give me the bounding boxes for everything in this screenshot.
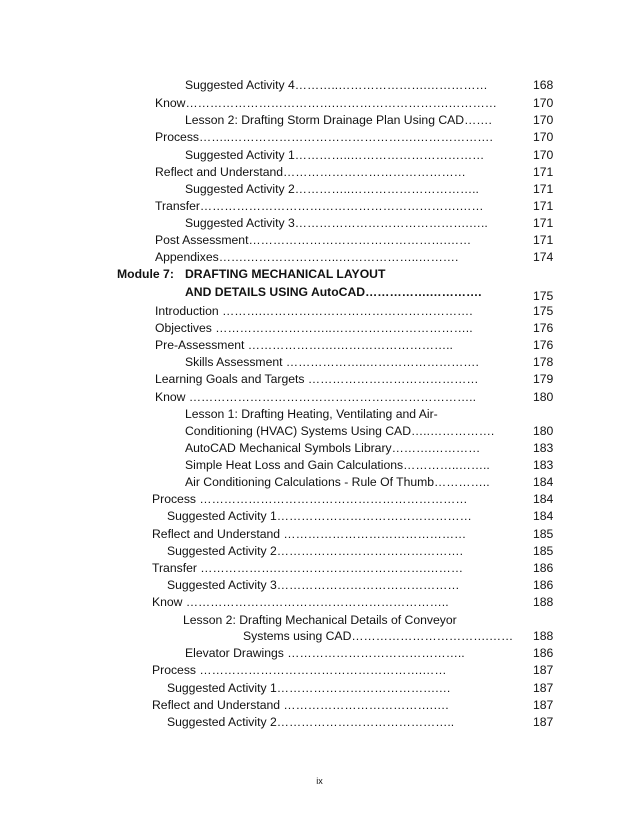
toc-entry-text: AutoCAD Mechanical Symbols Library……….………… xyxy=(185,441,481,455)
toc-entry-text: Process……..……………………………………….………………. xyxy=(155,130,493,144)
toc-page-number: 174 xyxy=(533,250,554,264)
toc-entry-text: Lesson 1: Drafting Heating, Ventilating and Air- xyxy=(185,407,438,421)
toc-entry[interactable] xyxy=(152,594,525,610)
toc-page-number: 183 xyxy=(533,441,554,455)
toc-entry-text: Learning Goals and Targets …………………………………… xyxy=(155,372,479,386)
module-title: DRAFTING MECHANICAL LAYOUT xyxy=(185,267,386,281)
toc-entry[interactable] xyxy=(155,232,525,248)
toc-entry[interactable] xyxy=(185,147,525,163)
toc-entry[interactable] xyxy=(152,697,525,713)
toc-entry-text: Suggested Activity 3……………………………………… xyxy=(167,578,460,592)
toc-entry[interactable] xyxy=(167,508,525,524)
toc-page-number: 171 xyxy=(533,233,554,247)
toc-entry[interactable] xyxy=(155,249,525,265)
toc-entry[interactable] xyxy=(167,714,525,730)
toc-page-number: 175 xyxy=(533,304,554,318)
toc-entry[interactable] xyxy=(185,77,525,93)
toc-page-number: 185 xyxy=(533,527,554,541)
toc-page-number: 187 xyxy=(533,681,554,695)
toc-entry-text: AND DETAILS USING AutoCAD…………….…………. xyxy=(185,285,482,299)
toc-entry-text: Suggested Activity 2…………………………………….. xyxy=(167,715,455,729)
toc-entry[interactable] xyxy=(155,95,525,111)
toc-entry-text: Reflect and Understand ……………………………………… xyxy=(152,527,467,541)
toc-entry-text: Suggested Activity 1…………..…………………………… xyxy=(185,148,485,162)
toc-entry-text: Air Conditioning Calculations - Rule Of Thumb………….. xyxy=(185,475,490,489)
toc-page-number: 175 xyxy=(533,289,554,303)
toc-page-number: 186 xyxy=(533,561,554,575)
toc-entry-text: Skills Assessment ………………..………………………. xyxy=(185,355,479,369)
toc-page-number: 188 xyxy=(533,629,554,643)
toc-entry[interactable] xyxy=(167,543,525,559)
toc-entry-text: Reflect and Understand ……………………………….…. xyxy=(152,698,449,712)
toc-entry-text: Lesson 2: Drafting Storm Drainage Plan Using CAD……. xyxy=(185,113,492,127)
toc-entry-text: Suggested Activity 4………..………………….…………… xyxy=(185,78,488,92)
toc-entry[interactable] xyxy=(152,526,525,542)
toc-page-number: 176 xyxy=(533,321,554,335)
module-label: Module 7: xyxy=(117,267,174,281)
toc-entry[interactable] xyxy=(243,628,525,644)
toc-page-number: 170 xyxy=(533,113,554,127)
toc-entry-text: Suggested Activity 1………………………………….… xyxy=(167,681,451,695)
page-number-footer: ix xyxy=(316,776,323,786)
toc-entry[interactable] xyxy=(183,612,525,628)
toc-entry-text: Post Assessment………………………………………….…… xyxy=(155,233,472,247)
toc-entry-text: Pre-Assessment ………………….……………………….. xyxy=(155,338,453,352)
toc-entry-text: Suggested Activity 2…………..………………………….. xyxy=(185,182,479,196)
toc-entry-text: Know ……………………………………………………….. xyxy=(152,595,449,609)
toc-page-number: 171 xyxy=(533,182,554,196)
toc-entry[interactable] xyxy=(155,303,525,319)
toc-entry-text: Transfer……………………………………………………….…… xyxy=(155,199,484,213)
toc-entry-text: Suggested Activity 1………………………………………… xyxy=(167,509,472,523)
toc-entry[interactable] xyxy=(152,662,525,678)
toc-entry-text: Simple Heat Loss and Gain Calculations…………..…….. xyxy=(185,458,490,472)
toc-page-number: 180 xyxy=(533,390,554,404)
toc-page-number: 170 xyxy=(533,130,554,144)
toc-page-number: 171 xyxy=(533,216,554,230)
toc-page-number: 179 xyxy=(533,372,554,386)
toc-entry-text: Transfer ……………….……………………………….……… xyxy=(152,561,464,575)
toc-entry[interactable] xyxy=(155,389,525,405)
toc-entry[interactable] xyxy=(185,474,525,490)
toc-page-number: 180 xyxy=(533,424,554,438)
toc-page-number: 176 xyxy=(533,338,554,352)
toc-entry[interactable] xyxy=(155,129,525,145)
toc-page-number: 171 xyxy=(533,165,554,179)
toc-page-number: 186 xyxy=(533,646,554,660)
toc-entry-text: Elevator Drawings …………………………………….. xyxy=(185,646,465,660)
toc-entry-text: Process ……………………………………………….…… xyxy=(152,663,447,677)
toc-page-number: 171 xyxy=(533,199,554,213)
toc-entry[interactable] xyxy=(155,337,525,353)
toc-page-number: 184 xyxy=(533,492,554,506)
toc-entry-text: Know …………………………………………………………….. xyxy=(155,390,476,404)
toc-entry[interactable] xyxy=(167,680,525,696)
toc-page-number: 170 xyxy=(533,148,554,162)
toc-entry[interactable] xyxy=(185,284,525,300)
toc-entry-text: Objectives ………………………..…………………………….. xyxy=(155,321,473,335)
toc-page-number: 184 xyxy=(533,509,554,523)
toc-page-number: 168 xyxy=(533,78,554,92)
toc-entry-text: Suggested Activity 3…………………………………….….. xyxy=(185,216,488,230)
toc-page-number: 183 xyxy=(533,458,554,472)
toc-page-number: 178 xyxy=(533,355,554,369)
toc-entry[interactable] xyxy=(185,354,525,370)
toc-page-number: 187 xyxy=(533,663,554,677)
toc-entry[interactable] xyxy=(185,440,525,456)
toc-entry-text: Conditioning (HVAC) Systems Using CAD…..……………. xyxy=(185,424,495,438)
toc-entry[interactable] xyxy=(155,198,525,214)
toc-entry[interactable] xyxy=(152,491,525,507)
toc-page-number: 188 xyxy=(533,595,554,609)
toc-entry[interactable] xyxy=(185,423,525,439)
toc-entry[interactable] xyxy=(185,645,525,661)
toc-entry[interactable] xyxy=(155,371,525,387)
toc-page-number: 186 xyxy=(533,578,554,592)
toc-entry-text: Systems using CAD…………………………….…… xyxy=(243,629,514,643)
toc-entry-text: Lesson 2: Drafting Mechanical Details of Conveyor xyxy=(183,613,457,627)
toc-page-number: 185 xyxy=(533,544,554,558)
toc-page-number: 187 xyxy=(533,698,554,712)
toc-entry-text: Suggested Activity 2………………………………………. xyxy=(167,544,463,558)
toc-entry[interactable] xyxy=(152,560,525,576)
toc-entry[interactable] xyxy=(167,577,525,593)
toc-page-number: 184 xyxy=(533,475,554,489)
toc-entry-text: Process ………………………………………………………… xyxy=(152,492,468,506)
toc-entry-text: Reflect and Understand……………………………………… xyxy=(155,165,466,179)
toc-entry[interactable] xyxy=(185,215,525,231)
toc-entry-text: Know……………………………….……………………….………… xyxy=(155,96,497,110)
toc-page-number: 187 xyxy=(533,715,554,729)
toc-entry-text: Introduction ……….……………………………………………. xyxy=(155,304,473,318)
toc-entry[interactable] xyxy=(185,457,525,473)
toc-entry[interactable] xyxy=(185,112,525,128)
toc-page-number: 170 xyxy=(533,96,554,110)
toc-entry[interactable] xyxy=(185,181,525,197)
toc-entry[interactable] xyxy=(155,164,525,180)
toc-entry-text: Appendixes…….…………………..………………..………. xyxy=(155,250,459,264)
toc-entry[interactable] xyxy=(185,406,525,422)
toc-entry[interactable] xyxy=(155,320,525,336)
